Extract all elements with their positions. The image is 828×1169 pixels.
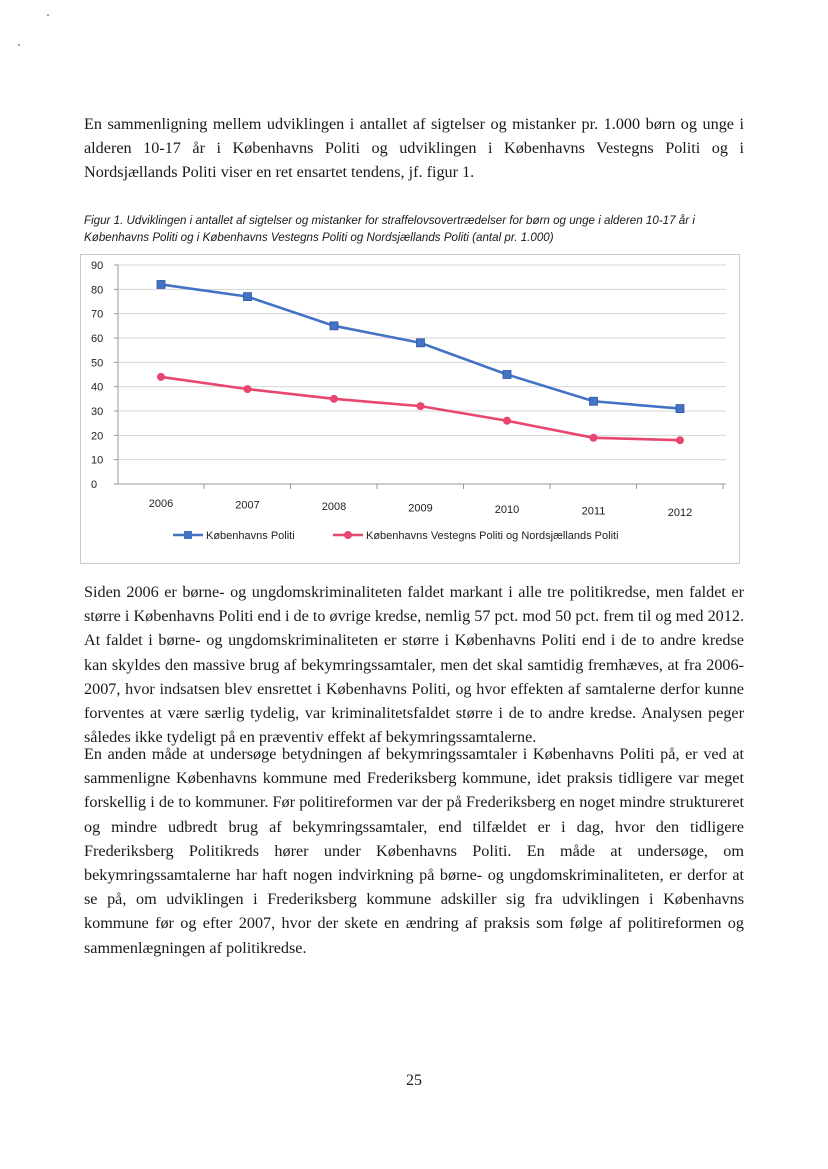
data-point-circle — [417, 402, 425, 410]
data-point-circle — [244, 385, 252, 393]
legend-label-1: Københavns Politi — [206, 530, 295, 542]
data-point-square — [330, 322, 338, 330]
line-chart-frame — [80, 254, 740, 564]
data-point-square — [417, 339, 425, 347]
x-tick-label: 2010 — [494, 504, 520, 516]
data-point-circle — [503, 417, 511, 425]
data-point-square — [157, 280, 165, 288]
data-point-circle — [157, 373, 165, 381]
data-point-square — [676, 405, 684, 413]
y-tick-label: 70 — [91, 308, 104, 321]
intro-paragraph: En sammenligning mellem udviklingen i antallet af sigtelser og mistanker pr. 1.000 børn og unge i alderen 10-17 år i Københavns Politi og udviklingen i Københavns Vestegns Politi og i Nordsjællands Politi viser en ret ensartet tendens, jf. figur 1. — [84, 115, 744, 182]
y-tick-label: 0 — [91, 479, 98, 491]
figure-caption: Figur 1. Udviklingen i antallet af sigtelser og mistanker for straffelovsovertrædelser for børn og unge i alderen 10-17 år i Københavns Politi og i Københavns Vestegns Politi og Nordsjællands Politi (antal pr. 1.000) — [84, 214, 695, 244]
data-point-square — [590, 397, 598, 405]
y-tick-label: 40 — [91, 381, 104, 394]
data-point-square — [503, 371, 511, 379]
data-point-square — [244, 293, 252, 301]
legend-marker-circle — [344, 531, 352, 539]
page-number: 25 — [406, 1072, 422, 1089]
comparison-paragraph: En anden måde at undersøge betydningen af bekymringssamtaler i Københavns Politi på, er ved at sammenligne Københavns kommune med Frederiksberg kommune, idet praksis tidligere var meget forskellig i de to kommuner. Før politireformen var der på Frederiksberg en noget mindre struktureret og mindre udbredt brug af bekymringssamtaler, end tilfældet er i dag, hvor den tidligere Frederiksberg Politikreds hører under Københavns Politi. En måde at undersøge, om bekymringssamtalerne har haft nogen indvirkning på børne- og ungdomskriminaliteten, er derfor at se på, om udviklingen i Frederiksberg kommune adskiller sig fra udviklingen i Københavns kommune før og efter 2007, hvor der skete en ændring af praksis som følge af politireformen og sammenlægningen af politikredse. — [84, 745, 744, 957]
line-chart — [81, 255, 739, 563]
x-tick-label: 2012 — [667, 507, 693, 519]
x-tick-label: 2011 — [581, 505, 606, 518]
x-tick-label: 2006 — [148, 498, 174, 510]
x-tick-label: 2009 — [408, 502, 433, 515]
legend-marker-square — [184, 531, 192, 539]
y-tick-label: 90 — [91, 260, 104, 272]
scan-speck — [18, 44, 20, 46]
x-tick-label: 2007 — [235, 499, 260, 512]
scan-speck — [47, 14, 49, 16]
data-point-circle — [676, 436, 684, 444]
legend-label-2: Københavns Vestegns Politi og Nordsjællands Politi — [366, 530, 619, 542]
data-point-circle — [590, 434, 598, 442]
y-tick-label: 50 — [91, 357, 104, 370]
y-tick-label: 10 — [91, 454, 104, 467]
y-tick-label: 80 — [91, 284, 104, 297]
y-tick-label: 60 — [91, 333, 104, 345]
x-tick-label: 2008 — [321, 501, 347, 513]
data-point-circle — [330, 395, 338, 403]
y-tick-label: 20 — [91, 430, 104, 443]
y-tick-label: 30 — [91, 406, 104, 418]
analysis-paragraph: Siden 2006 er børne- og ungdomskriminaliteten faldet markant i alle tre politikredse, men faldet er større i Københavns Politi end i de to øvrige kredse, nemlig 57 pct. mod 50 pct. frem til og med 2012. At faldet i børne- og ungdomskriminaliteten er større i Københavns Politi end i de to andre kredse kan skyldes den massive brug af bekymringssamtaler, men det skal samtidig fremhæves, at fra 2006-2007, hvor indsatsen blev ensrettet i Københavns Politi, og hvor effekten af samtalerne derfor kunne forventes at være særlig tydelig, var kriminalitetsfaldet større i de to andre kredse. Analysen peger således ikke tydeligt på en præventiv effekt af bekymringssamtalerne. — [84, 583, 744, 747]
